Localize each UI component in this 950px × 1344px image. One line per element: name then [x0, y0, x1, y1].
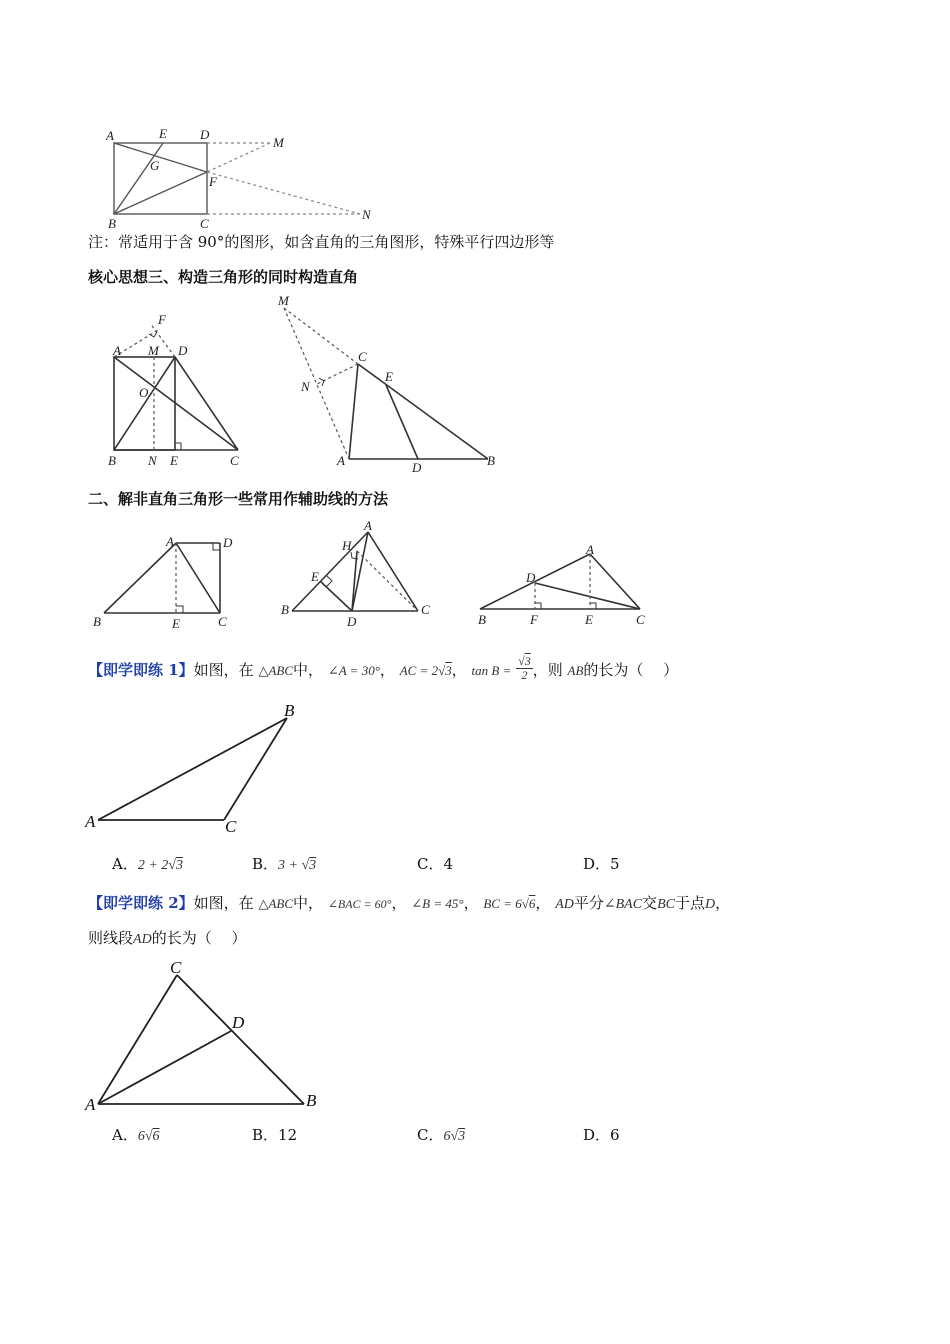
label-f: F: [530, 612, 538, 627]
exercise-2-tag: 【即学即练 2】: [88, 894, 194, 912]
label-e: E: [585, 612, 593, 627]
label-e: E: [311, 569, 319, 584]
exercise-1-question: 【即学即练 1】如图，在 △ABC中， ∠A = 30°， AC = 2√3， tan B = $\frac{√3}{2}$ ，则 AB的长为（ ）: [88, 653, 679, 682]
label-o: O: [139, 385, 149, 400]
label-c: C: [170, 958, 182, 977]
exercise-2-option-b[interactable]: B．12: [252, 1126, 298, 1144]
exercise-2-question: 【即学即练 2】如图，在 △ABC中， ∠BAC = 60°， ∠B = 45°， BC = 6√6， AD平分∠BAC交BC于点D，: [88, 894, 731, 912]
exercise-2-option-a[interactable]: A．6√6: [112, 1126, 160, 1144]
label-e: E: [385, 369, 393, 384]
label-b: B: [487, 453, 495, 468]
label-m: M: [273, 135, 284, 150]
exercise-2-option-c[interactable]: C．6√3: [417, 1126, 466, 1144]
label-c: C: [421, 602, 430, 617]
label-n: N: [148, 453, 157, 468]
note-text: 注：常适用于含 90°的图形，如含直角的三角图形，特殊平行四边形等: [88, 233, 555, 251]
label-a: A: [106, 128, 114, 143]
label-b: B: [306, 1091, 317, 1110]
label-a: A: [166, 534, 174, 549]
label-d: D: [223, 535, 233, 550]
label-c: C: [218, 614, 227, 629]
exercise-1-option-a[interactable]: A．2 + 2√3: [112, 855, 183, 873]
label-b: B: [108, 453, 116, 468]
label-m: M: [148, 343, 159, 358]
exercise-1-tag: 【即学即练 1】: [88, 661, 194, 679]
exercise-2-question-line2: 则线段AD的长为（ ）: [88, 929, 247, 947]
label-d: D: [412, 460, 422, 475]
section-title-2: 二、解非直角三角形一些常用作辅助线的方法: [88, 490, 389, 508]
label-f: F: [158, 312, 166, 327]
label-a: A: [85, 1095, 96, 1114]
label-m: M: [278, 293, 289, 308]
label-a: A: [337, 453, 345, 468]
exercise-2-option-d[interactable]: D．6: [583, 1126, 620, 1144]
label-a: A: [85, 812, 96, 831]
label-b: B: [284, 701, 295, 720]
label-c: C: [358, 349, 367, 364]
label-c: C: [230, 453, 239, 468]
label-a: A: [586, 542, 594, 557]
label-a: A: [364, 518, 372, 533]
label-c: C: [225, 817, 237, 836]
label-h: H: [342, 538, 352, 553]
label-d: D: [232, 1013, 245, 1032]
label-d: D: [526, 570, 536, 585]
label-c: C: [636, 612, 645, 627]
label-e: E: [159, 126, 167, 141]
label-c: C: [200, 216, 209, 231]
label-f: F: [209, 174, 217, 189]
exercise-1-option-b[interactable]: B．3 + √3: [252, 855, 317, 873]
exercise-1-option-c[interactable]: C．4: [417, 855, 454, 873]
label-b: B: [478, 612, 486, 627]
label-e: E: [170, 453, 178, 468]
label-d: D: [347, 614, 357, 629]
section-title-3: 核心思想三、构造三角形的同时构造直角: [88, 268, 359, 286]
label-n: N: [301, 379, 310, 394]
label-a: A: [113, 343, 121, 358]
label-b: B: [93, 614, 101, 629]
label-b: B: [108, 216, 116, 231]
label-e: E: [172, 616, 180, 631]
label-n: N: [362, 207, 371, 222]
exercise-1-option-d[interactable]: D．5: [583, 855, 620, 873]
label-b: B: [281, 602, 289, 617]
label-d: D: [178, 343, 188, 358]
label-g: G: [150, 158, 160, 173]
label-d: D: [200, 127, 210, 142]
